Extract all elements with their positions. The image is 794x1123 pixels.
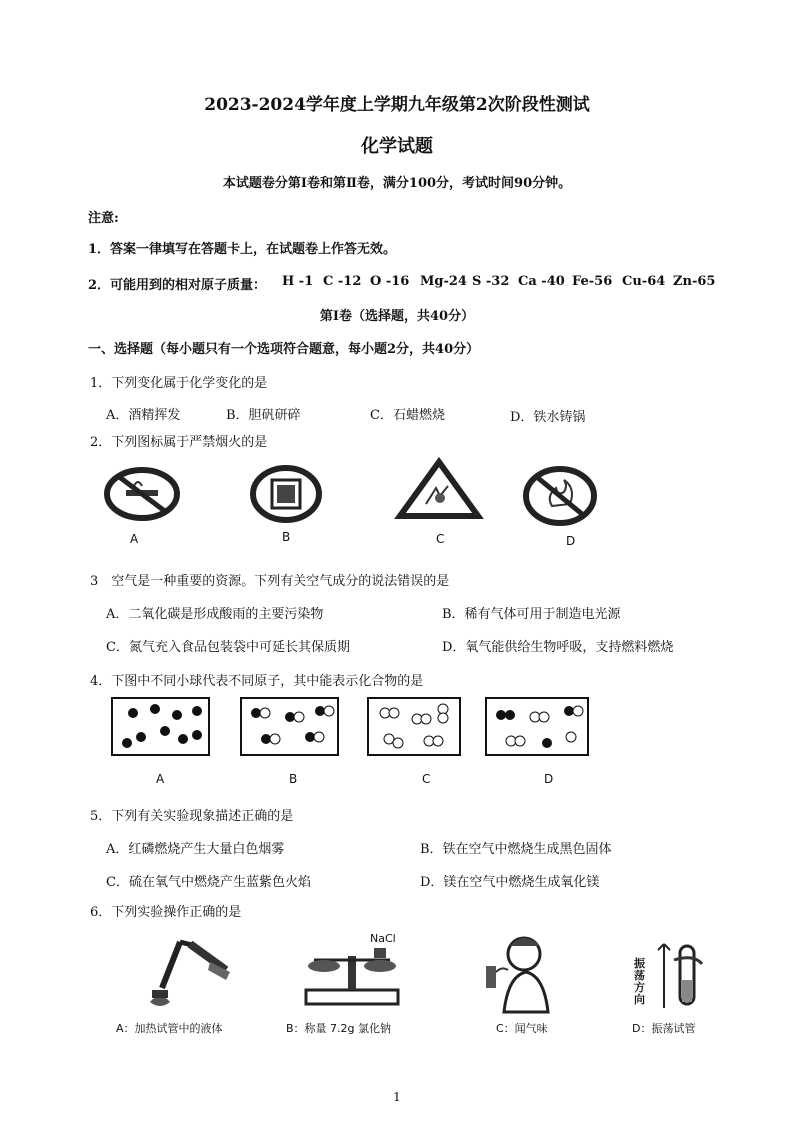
q4-box-c (367, 697, 462, 757)
exam-title: 2023-2024学年度上学期九年级第2次阶段性测试 (204, 95, 590, 115)
q1-option-d: D．铁水铸锅 (510, 410, 586, 425)
q4-label-d: D (544, 772, 554, 786)
mass-h: H -1 (282, 274, 314, 289)
q3-stem: 3 空气是一种重要的资源。下列有关空气成分的说法错误的是 (90, 574, 450, 589)
q2-label-d: D (566, 534, 576, 548)
q1-stem: 1．下列变化属于化学变化的是 (90, 376, 268, 391)
subject-title: 化学试题 (361, 136, 433, 157)
sign-b-icon (248, 464, 328, 526)
q6-caption-b: B：称量 7.2g 氯化钠 (286, 1022, 392, 1035)
q6-heating-tube-icon (130, 932, 240, 1014)
q5-option-d: D．镁在空气中燃烧生成氧化镁 (420, 875, 600, 890)
q5-stem: 5．下列有关实验现象描述正确的是 (90, 809, 294, 824)
shake-char-2: 荡 (634, 969, 645, 982)
q5-option-c: C．硫在氧气中燃烧产生蓝紫色火焰 (106, 875, 311, 890)
q6-caption-a: A：加热试管中的液体 (116, 1022, 223, 1035)
q4-box-a (111, 697, 211, 757)
q5-option-b: B．铁在空气中燃烧生成黑色固体 (420, 842, 612, 857)
q2-stem: 2．下列图标属于严禁烟火的是 (90, 435, 268, 450)
sign-d-icon (522, 464, 602, 528)
q4-label-c: C (422, 772, 431, 786)
shake-direction-label (634, 958, 648, 1006)
mass-s: S -32 (472, 274, 510, 289)
q4-label-b: B (289, 772, 298, 786)
shake-char-3: 方 (634, 981, 645, 994)
q2-label-b: B (282, 530, 291, 544)
q6-caption-d: D：振荡试管 (632, 1022, 696, 1035)
sign-c-icon (396, 458, 482, 522)
exam-info: 本试题卷分第Ⅰ卷和第Ⅱ卷，满分100分，考试时间90分钟。 (222, 176, 572, 191)
shake-char-1: 振 (634, 957, 645, 970)
q4-label-a: A (156, 772, 165, 786)
q3-option-a: A．二氧化碳是形成酸雨的主要污染物 (106, 607, 324, 622)
q1-option-a: A．酒精挥发 (106, 408, 181, 423)
q1-option-c: C．石蜡燃烧 (370, 408, 445, 423)
mass-c: C -12 (323, 274, 362, 289)
mass-zn: Zn-65 (673, 274, 716, 289)
q3-option-b: B．稀有气体可用于制造电光源 (442, 607, 621, 622)
page-number: 1 (393, 1090, 401, 1104)
mass-mg: Mg-24 (420, 274, 467, 289)
q3-option-c: C．氮气充入食品包装袋中可延长其保质期 (106, 640, 350, 655)
mass-ca: Ca -40 (518, 274, 565, 289)
q4-box-d (485, 697, 590, 757)
q4-box-b (240, 697, 340, 757)
q4-stem: 4．下图中不同小球代表不同原子，其中能表示化合物的是 (90, 674, 424, 689)
q1-option-b: B．胆矾研碎 (226, 408, 301, 423)
note-item-2-label: 2．可能用到的相对原子质量： (88, 278, 267, 293)
section-title: 一、选择题（每小题只有一个选项符合题意，每小题2分，共40分） (88, 342, 480, 357)
q6-stem: 6．下列实验操作正确的是 (90, 905, 242, 920)
sign-no-smoking-icon (104, 466, 184, 526)
q2-label-c: C (436, 532, 445, 546)
nacl-label: NaCl (370, 932, 396, 945)
q2-label-a: A (130, 532, 139, 546)
q3-option-d: D．氧气能供给生物呼吸，支持燃料燃烧 (442, 640, 674, 655)
q6-caption-c: C：闻气味 (496, 1022, 548, 1035)
q5-option-a: A．红磷燃烧产生大量白色烟雾 (106, 842, 285, 857)
mass-cu: Cu-64 (622, 274, 666, 289)
mass-fe: Fe-56 (572, 274, 613, 289)
mass-o: O -16 (370, 274, 410, 289)
note-item-1: 1．答案一律填写在答题卡上，在试题卷上作答无效。 (88, 242, 397, 257)
part1-title: 第Ⅰ卷（选择题，共40分） (319, 309, 475, 324)
notes-heading: 注意: (88, 211, 119, 226)
q6-smelling-person-icon (470, 932, 560, 1014)
shake-char-4: 向 (634, 993, 645, 1006)
